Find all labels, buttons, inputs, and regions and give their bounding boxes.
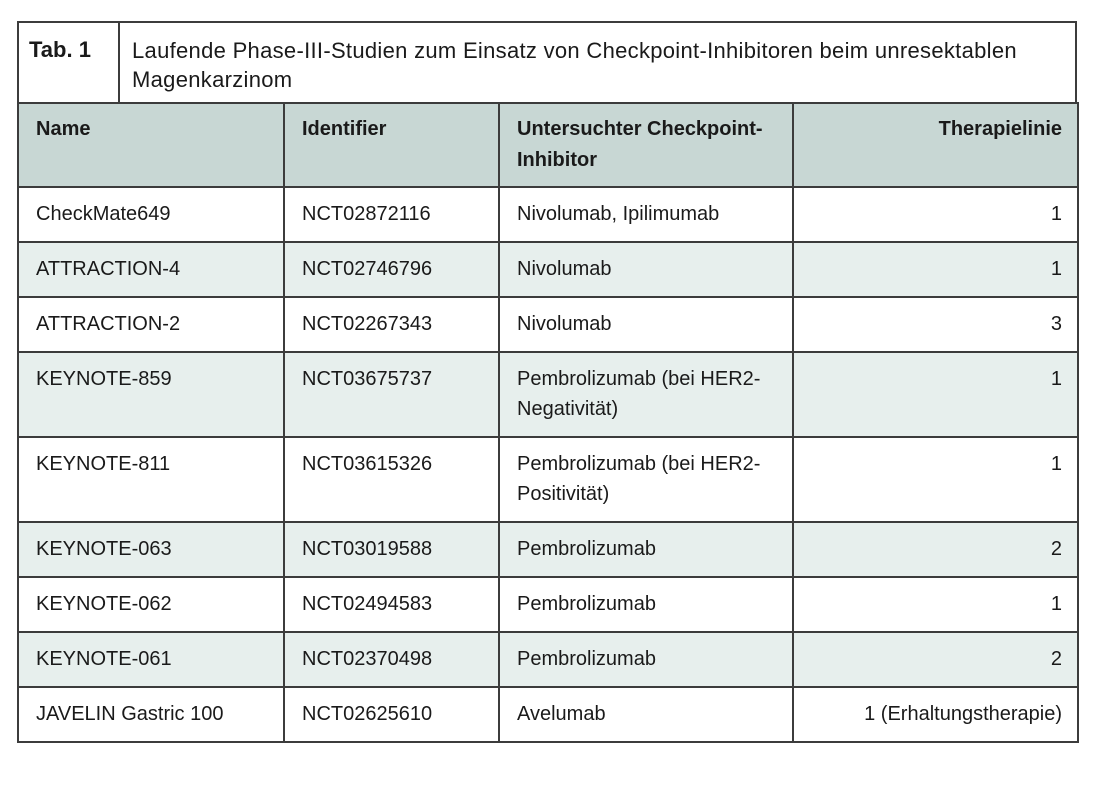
cell-therapy-line: 1 xyxy=(793,187,1078,242)
cell-inhibitor: Pembrolizumab xyxy=(499,577,793,632)
cell-inhibitor: Pembrolizumab xyxy=(499,522,793,577)
table-row xyxy=(18,522,1078,577)
table-container xyxy=(17,21,1077,743)
studies-table xyxy=(17,102,1079,743)
cell-name: JAVELIN Gastric 100 xyxy=(18,687,284,742)
cell-name: KEYNOTE-859 xyxy=(18,352,284,437)
table-header xyxy=(18,103,1078,187)
table-body xyxy=(18,187,1078,742)
cell-therapy-line: 3 xyxy=(793,297,1078,352)
table-number: Tab. 1 xyxy=(19,23,120,102)
table-row xyxy=(18,297,1078,352)
table-row xyxy=(18,242,1078,297)
cell-therapy-line: 2 xyxy=(793,522,1078,577)
cell-inhibitor: Nivolumab xyxy=(499,242,793,297)
cell-identifier: NCT02370498 xyxy=(284,632,499,687)
cell-identifier: NCT02746796 xyxy=(284,242,499,297)
header-inhibitor: Untersuchter Checkpoint-Inhibitor xyxy=(499,103,793,187)
table-row xyxy=(18,352,1078,437)
table-title: Laufende Phase-III-Studien zum Einsatz von Checkpoint-Inhibitoren beim unresektablen Magenkarzinom xyxy=(132,38,1017,92)
cell-inhibitor: Pembrolizumab xyxy=(499,632,793,687)
cell-therapy-line: 1 xyxy=(793,437,1078,522)
cell-therapy-line: 1 xyxy=(793,577,1078,632)
cell-therapy-line: 2 xyxy=(793,632,1078,687)
cell-name: KEYNOTE-063 xyxy=(18,522,284,577)
header-identifier: Identifier xyxy=(284,103,499,187)
cell-name: KEYNOTE-062 xyxy=(18,577,284,632)
table-row xyxy=(18,187,1078,242)
cell-identifier: NCT02625610 xyxy=(284,687,499,742)
cell-inhibitor: Pembrolizumab (bei HER2-Positivität) xyxy=(499,437,793,522)
header-name: Name xyxy=(18,103,284,187)
cell-identifier: NCT03615326 xyxy=(284,437,499,522)
cell-identifier: NCT03675737 xyxy=(284,352,499,437)
cell-identifier: NCT02267343 xyxy=(284,297,499,352)
cell-name: KEYNOTE-061 xyxy=(18,632,284,687)
cell-identifier: NCT03019588 xyxy=(284,522,499,577)
table-caption xyxy=(17,21,1077,102)
cell-name: ATTRACTION-2 xyxy=(18,297,284,352)
cell-inhibitor: Pembrolizumab (bei HER2-Negativität) xyxy=(499,352,793,437)
table-row xyxy=(18,577,1078,632)
cell-identifier: NCT02494583 xyxy=(284,577,499,632)
cell-name: ATTRACTION-4 xyxy=(18,242,284,297)
header-therapy-line: Therapielinie xyxy=(793,103,1078,187)
table-row xyxy=(18,687,1078,742)
cell-identifier: NCT02872116 xyxy=(284,187,499,242)
table-row xyxy=(18,437,1078,522)
cell-name: KEYNOTE-811 xyxy=(18,437,284,522)
cell-inhibitor: Nivolumab xyxy=(499,297,793,352)
cell-name: CheckMate649 xyxy=(18,187,284,242)
cell-therapy-line: 1 xyxy=(793,352,1078,437)
table-row xyxy=(18,632,1078,687)
cell-therapy-line: 1 (Erhaltungstherapie) xyxy=(793,687,1078,742)
header-row xyxy=(18,103,1078,187)
cell-inhibitor: Avelumab xyxy=(499,687,793,742)
cell-therapy-line: 1 xyxy=(793,242,1078,297)
cell-inhibitor: Nivolumab, Ipilimumab xyxy=(499,187,793,242)
